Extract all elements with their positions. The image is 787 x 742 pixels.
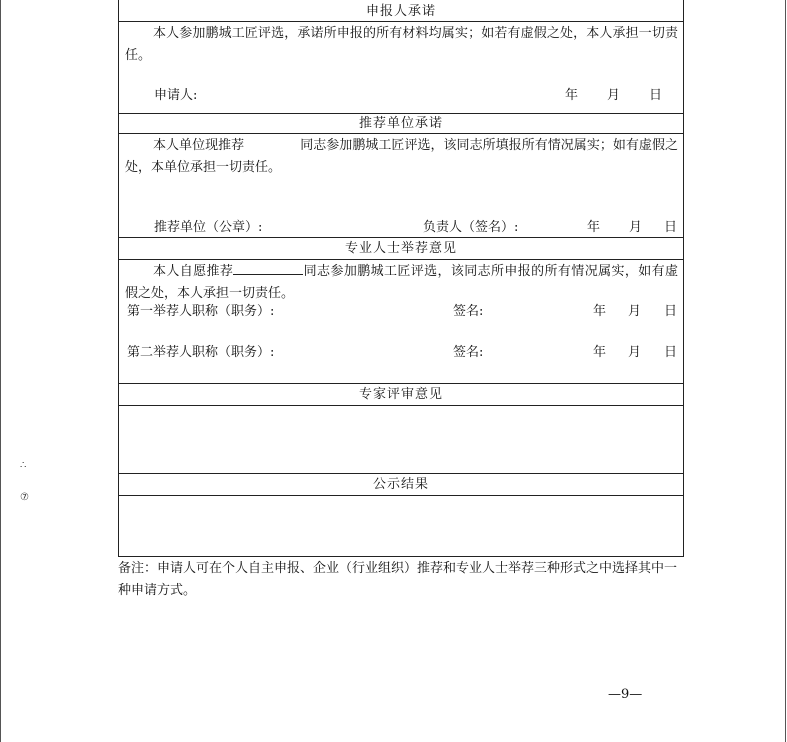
divider [119, 405, 683, 406]
date-month: 月 [607, 88, 621, 103]
date-month: 月 [628, 304, 642, 319]
unit-pledge-title: 推荐单位承诺 [358, 116, 443, 131]
first-recommender-title-label: 第一举荐人职称（职务）: [127, 304, 275, 319]
date-day: 日 [664, 345, 678, 360]
applicant-signature-label: 申请人: [154, 88, 198, 103]
date-day: 日 [664, 220, 678, 235]
divider [119, 133, 683, 134]
applicant-pledge-text: 本人参加鹏城工匠评选，承诺所申报的所有材料均属实；如若有虚假之处，本人承担一切责任。 [125, 26, 678, 63]
form-footnote: 备注：申请人可在个人自主申报、企业（行业组织）推荐和专业人士举荐三种形式之中选择其中一种申请方式。 [118, 561, 678, 598]
page-left-edge [0, 0, 1, 742]
applicant-pledge-title: 申报人承诺 [365, 4, 436, 19]
publicity-result-title: 公示结果 [372, 477, 429, 492]
pledge-form-table [118, 0, 684, 557]
divider [119, 473, 683, 474]
divider [119, 383, 683, 384]
unit-pledge-text-before: 本人单位现推荐 [153, 138, 245, 153]
recommending-unit-seal-label: 推荐单位（公章）: [154, 220, 263, 235]
expert-recommendation-text-after: 同志参加鹏城工匠评选，该同志所申报的所有情况属实，如有虚假之处，本人承担一切责任。 [125, 264, 678, 301]
binding-mark-top: ∴ [20, 460, 27, 471]
second-recommender-title-label: 第二举荐人职称（职务）: [127, 345, 275, 360]
date-year: 年 [587, 220, 601, 235]
second-recommender-signature-label: 签名: [453, 345, 484, 360]
unit-pledge-text-after: 同志参加鹏城工匠评选，该同志所填报所有情况属实；如有虚假之处，本单位承担一切责任。 [125, 138, 678, 175]
date-year: 年 [593, 345, 607, 360]
first-recommender-signature-label: 签名: [453, 304, 484, 319]
nominee-name-underline [233, 260, 303, 275]
expert-recommendation-text-before: 本人自愿推荐 [153, 264, 234, 279]
date-month: 月 [628, 345, 642, 360]
expert-review-title: 专家评审意见 [358, 387, 443, 402]
date-day: 日 [664, 304, 678, 319]
date-day: 日 [649, 88, 663, 103]
date-year: 年 [565, 88, 579, 103]
date-year: 年 [593, 304, 607, 319]
expert-recommendation-title: 专业人士举荐意见 [344, 241, 457, 256]
binding-mark-bottom: ⑦ [20, 492, 29, 503]
unit-pledge-text [125, 135, 678, 179]
page-right-edge [785, 0, 786, 742]
divider [119, 21, 683, 22]
responsible-person-signature-label: 负责人（签名）: [423, 220, 519, 235]
divider [119, 237, 683, 238]
expert-recommendation-text [125, 260, 678, 305]
page-number: —9— [608, 687, 643, 702]
divider [119, 495, 683, 496]
date-month: 月 [629, 220, 643, 235]
